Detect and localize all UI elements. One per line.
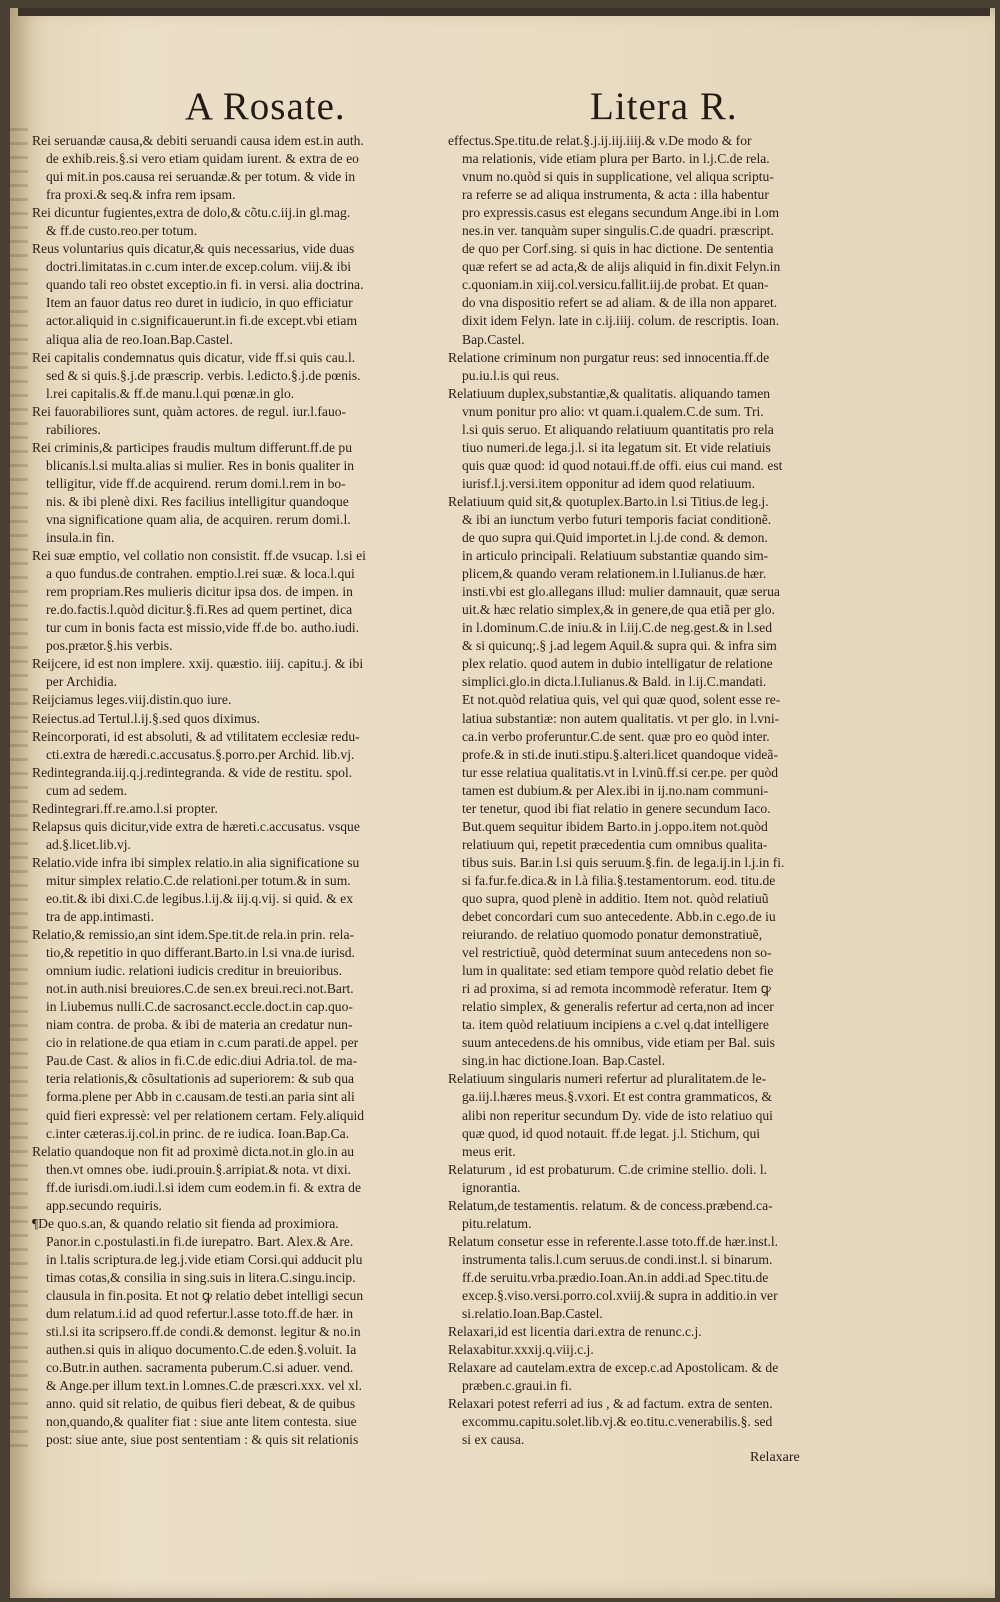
entry-line: tur cum in bonis facta est missio,vide ff.de bo. autho.iudi. (46, 620, 360, 636)
entry-line: co.Butr.in authen. sacramenta puberum.C.si aduer. vend. (46, 1360, 354, 1376)
entry-line: vna significatione quam alia, de acquiren. rerum domi.l. (46, 511, 351, 527)
entry-line: c.inter cæteras.ij.col.in princ. de re iudica. Ioan.Bap.Ca. (46, 1125, 350, 1141)
dictionary-entry (448, 493, 980, 1071)
entry-line: quando tali reo obstet exceptio.in fi. in versi. alia doctrina. (46, 277, 364, 293)
entry-line: ta. item quòd relatiuum incipiens a c.vel q.dat intelligere (462, 1017, 769, 1033)
entry-line: ra referre se ad aliqua instrumenta, & acta : illa habentur (462, 187, 769, 203)
dictionary-entry (448, 132, 980, 349)
entry-line: si fa.fur.fe.dica.& in l.à filia.§.testamentorum. eod. titu.de (462, 872, 776, 888)
running-head-right: Litera R. (590, 85, 738, 128)
entry-line: instrumenta talis.l.cum seruus.de condi.inst.l. si binarum. (462, 1251, 773, 1267)
entry-line: timas cotas,& consilia in sing.suis in litera.C.singu.incip. (46, 1269, 356, 1285)
entry-line: excep.§.viso.versi.porro.col.xviij.& supra in additio.in ver (462, 1288, 778, 1303)
entry-line: ter tenetur, quod ibi fiat relatio in genere secundum Iaco. (462, 800, 771, 816)
dictionary-entry (448, 1233, 980, 1323)
entry-line: Relatiuum quid sit,& quotuplex.Barto.in l.si Titius.de leg.j. (448, 493, 769, 509)
entry-line: dum relatum.i.id ad quod refertur.l.asse toto.ff.de hær. in (46, 1306, 354, 1322)
entry-line: suum antecedens.de his omnibus, vide etiam per Bal. suis (462, 1035, 775, 1051)
entry-line: vel restrictiuẽ, quòd determinat suum antecedens non so- (462, 945, 772, 961)
page-top-edge (18, 8, 990, 16)
entry-line: Relaturum , id est probaturum. C.de crimine stellio. doli. l. (448, 1161, 768, 1177)
dictionary-entry (32, 710, 440, 728)
entry-line: Reincorporati, id est absoluti, & ad vtilitatem ecclesiæ redu- (32, 728, 360, 744)
dictionary-entry (448, 1197, 980, 1233)
entry-line: tra de app.intimasti. (46, 909, 154, 925)
entry-line: quid fieri expressè: vel per relationem certam. Fely.aliquid (46, 1107, 365, 1123)
entry-line: & si quicunq;.§ j.ad legem Aquil.& supra qui. & infra sim (462, 638, 777, 654)
entry-line: not.in auth.nisi breuiores.C.de sen.ex breui.reci.not.Bart. (46, 981, 354, 997)
entry-line: post: siue ante, siue post sententiam : & quis sit relationis (46, 1432, 359, 1448)
entry-line: forma.plene per Abb in c.causam.de testi.an paria sint ali (46, 1089, 355, 1105)
entry-line: Redintegrari.ff.re.amo.l.si propter. (32, 800, 218, 816)
entry-line: telligitur, vide ff.de acquirend. rerum domi.l.rem in bo- (46, 475, 346, 491)
entry-line: tibus suis. Bar.in l.si quis seruum.§.fin. de lega.ij.in l.j.in fi. (462, 854, 785, 870)
entry-line: Relatiuum duplex,substantiæ,& qualitatis. aliquando tamen (448, 385, 771, 401)
entry-line: sing.in hac dictione.Ioan. Bap.Castel. (462, 1053, 666, 1069)
entry-line: latiua substantiæ: non autem qualitatis. vt per glo. in l.vni- (462, 710, 780, 726)
entry-line: Relatio.vide infra ibi simplex relatio.in alia significatione su (32, 854, 360, 870)
entry-line: pro expressis.casus est elegans secundum Ange.ibi in l.om (462, 205, 780, 221)
entry-line: simplici.glo.in dicta.l.Iulianus.& Bald. in l.ij.C.mandati. (462, 674, 767, 690)
entry-line: nis. & ibi plenè dixi. Res facilius intelligitur quandoque (46, 493, 349, 509)
entry-line: Relatum consetur esse in referente.l.asse toto.ff.de hær.inst.l. (448, 1233, 779, 1249)
dictionary-entry (448, 1161, 980, 1197)
entry-line: uit.& hæc relatio simplex,& in genere,de qua etiã per glo. (462, 602, 775, 618)
dictionary-entry (32, 655, 440, 691)
entry-line: relatio simplex, & generalis refertur ad certa,non ad incer (462, 999, 774, 1015)
dictionary-entry (448, 1070, 980, 1160)
dictionary-entry (32, 403, 440, 439)
entry-line: in l.dominum.C.de iniu.& in l.iij.C.de neg.gest.& in l.sed (462, 620, 773, 636)
entry-line: debet concordari cum suo antecedente. Abb.in c.ego.de iu (462, 909, 776, 925)
entry-line: relatiuum qui, repetit præcedentia cum omnibus qualita- (462, 836, 768, 852)
dictionary-entry (448, 385, 980, 493)
dictionary-entry (32, 132, 440, 204)
entry-line: qui mit.in pos.causa rei seruandæ.& per totum. & vide in (46, 169, 356, 185)
entry-line: de quo supra qui.Quid importet.in l.j.de cond. & demon. (462, 530, 768, 546)
entry-line: alibi non reperitur secundum Dy. vide de isto relatiuo qui (462, 1107, 773, 1123)
left-text-column (32, 132, 440, 1449)
entry-line: Rei dicuntur fugientes,extra de dolo,& cõtu.c.iij.in gl.mag. (32, 205, 351, 221)
entry-line: de quo per Corf.sing. si quis in hac dictione. De sententia (462, 241, 774, 257)
entry-line: non,quando,& qualiter fiat : siue ante litem contesta. siue (46, 1414, 357, 1430)
entry-line: rabiliores. (46, 421, 101, 437)
entry-line: tur esse relatiua qualitatis.vt in l.vinũ.ff.si cer.pe. per quòd (462, 764, 779, 780)
entry-line: sti.l.si ita scripsero.ff.de condi.& demonst. legitur & no.in (46, 1324, 361, 1340)
entry-line: eo.tit.& ibi dixi.C.de legibus.l.ij.& iij.q.vij. si quid. & ex (46, 890, 353, 906)
entry-line: tio,& repetitio in quo differant.Barto.in l.si vna.de iurisd. (46, 945, 355, 961)
entry-line: do vna dispositio refert se ad aliam. & de illa non apparet. (462, 295, 778, 311)
entry-line: mitur simplex relatio.C.de relationi.per totum.& in sum. (46, 872, 351, 888)
entry-line: excommu.capitu.solet.lib.vj.& eo.titu.c.venerabilis.§. sed (462, 1414, 773, 1430)
entry-line: omnium iudic. relationi iudicis creditur in breuioribus. (46, 963, 342, 979)
entry-line: pos.prætor.§.his verbis. (46, 638, 173, 654)
entry-line: sed & si quis.§.j.de præscrip. verbis. l.edicto.§.j.de pœnis. (46, 367, 361, 383)
entry-line: lum in qualitate: sed etiam tempore quòd relatio debet fie (462, 963, 774, 979)
entry-line: dixit idem Felyn. late in c.ij.iiij. colum. de rescriptis. Ioan. (462, 313, 780, 329)
entry-line: insti.vbi est glo.allegans illud: mulier damnauit, quæ serua (462, 584, 780, 600)
entry-line: Rei fauorabiliores sunt, quàm actores. de regul. iur.l.fauo- (32, 403, 347, 419)
entry-line: profe.& in sti.de inuti.stipu.§.alteri.licet quandoque videã- (462, 746, 778, 762)
dictionary-entry (448, 1341, 980, 1359)
entry-line: fra proxi.& seq.& infra rem ipsam. (46, 187, 236, 203)
entry-line: meus erit. (462, 1143, 516, 1159)
entry-line: ff.de seruitu.vrba.prædio.Ioan.An.in addi.ad Spec.titu.de (462, 1269, 769, 1285)
entry-line: ga.iij.l.hæres meus.§.vxori. Et est contra grammaticos, & (462, 1089, 772, 1105)
entry-line: Rei capitalis condemnatus quis dicatur, vide ff.si quis cau.l. (32, 349, 356, 365)
entry-line: ma relationis, vide etiam plura per Barto. in l.j.C.de rela. (462, 151, 770, 167)
entry-line: quis quæ quod: id quod notaui.ff.de offi. eius cui mand. est (462, 457, 783, 473)
entry-line: Relatione criminum non purgatur reus: sed innocentia.ff.de (448, 349, 770, 365)
entry-line: ri ad proxima, si ad remota incommodè referatur. Item ꝙ (462, 981, 771, 997)
entry-line: plicem,& quando veram relationem.in l.Iulianus.de hær. (462, 566, 767, 582)
right-text-column (448, 132, 980, 1449)
entry-line: Relatum,de testamentis. relatum. & de concess.præbend.ca- (448, 1197, 773, 1213)
entry-line: ignorantia. (462, 1179, 521, 1195)
entry-line: a quo fundus.de contrahen. emptio.l.rei suæ. & loca.l.qui (46, 566, 355, 582)
dictionary-entry (448, 1359, 980, 1395)
entry-line: pitu.relatum. (462, 1215, 532, 1231)
entry-line: Panor.in c.postulasti.in fi.de iurepatro. Bart. Alex.& Are. (46, 1233, 354, 1249)
entry-line: Reijciamus leges.viij.distin.quo iure. (32, 692, 232, 708)
entry-line: Rei seruandæ causa,& debiti seruandi causa idem est.in auth. (32, 133, 364, 148)
entry-line: blicanis.l.si multa.alias si mulier. Res in bonis qualiter in (46, 457, 355, 473)
entry-line: iurisf.l.j.versi.item opponitur ad idem quod relatiuum. (462, 475, 755, 491)
dictionary-entry (32, 854, 440, 926)
entry-line: reiurando. de relatiuo quomodo ponatur demonstratiuẽ, (462, 927, 763, 943)
entry-line: Redintegranda.iij.q.j.redintegranda. & vide de restitu. spol. (32, 764, 353, 780)
entry-line: in l.iubemus nulli.C.de sacrosanct.eccle.doct.in cap.quo- (46, 999, 353, 1015)
entry-line: Relatio quandoque non fit ad proximè dicta.not.in glo.in au (32, 1143, 355, 1159)
entry-line: ad.§.licet.lib.vj. (46, 836, 131, 852)
entry-line: anno. quid sit relatio, de quibus fieri debeat, & de quibus (46, 1396, 356, 1412)
entry-line: actor.aliquid in c.significauerunt.in fi.de except.vbi etiam (46, 313, 358, 329)
entry-line: in l.talis scriptura.de leg.j.vide etiam Corsi.qui adducit plu (46, 1251, 363, 1267)
entry-line: l.si quis seruo. Et aliquando relatiuum quantitatis pro rela (462, 421, 774, 437)
entry-line: cum ad sedem. (46, 782, 128, 798)
entry-line: Pau.de Cast. & alios in fi.C.de edic.diui Adria.tol. de ma- (46, 1053, 358, 1069)
entry-line: plex relatio. quod autem in dubio intelligatur de relatione (462, 656, 773, 672)
entry-line: aliqua alia de reo.Ioan.Bap.Castel. (46, 331, 233, 347)
entry-line: app.secundo requiris. (46, 1197, 162, 1213)
entry-line: authen.si quis in aliquo documento.C.de eden.§.voluit. Ia (46, 1342, 357, 1358)
entry-line: & ff.de custo.reo.per totum. (46, 223, 198, 239)
dictionary-entry (32, 204, 440, 240)
entry-line: præben.c.graui.in fi. (462, 1378, 572, 1394)
entry-line: c.quoniam.in xiij.col.versicu.fallit.iij.de probat. Et quan- (462, 277, 769, 293)
dictionary-entry (32, 547, 440, 655)
dictionary-entry (32, 691, 440, 709)
entry-line: Relaxari,id est licentia dari.extra de renunc.c.j. (448, 1324, 702, 1340)
entry-line: & Ange.per illum text.in l.omnes.C.de præscri.xxx. vel xl. (46, 1378, 363, 1394)
entry-line: niam contra. de proba. & ibi de materia an credatur nun- (46, 1017, 353, 1033)
entry-line: Rei suæ emptio, vel collatio non consistit. ff.de vsucap. l.si ei (32, 548, 366, 564)
dictionary-entry (448, 1395, 980, 1449)
entry-line: nes.in ver. tanquàm super singulis.C.de quadri. præscript. (462, 223, 774, 239)
entry-line: Reus voluntarius quis dicatur,& quis necessarius, vide duas (32, 241, 355, 257)
entry-line: Rei criminis,& participes fraudis multum differunt.ff.de pu (32, 439, 353, 455)
dictionary-entry (32, 1215, 440, 1450)
dictionary-entry (32, 349, 440, 403)
bleed-through-gutter (10, 128, 28, 1458)
entry-line: per Archidia. (46, 674, 117, 690)
entry-line: Relapsus quis dicitur,vide extra de hæreti.c.accusatus. vsque (32, 818, 360, 834)
catchword: Relaxare (750, 1450, 800, 1465)
entry-line: doctri.limitatas.in c.cum inter.de excep.colum. viij.& ibi (46, 259, 352, 275)
entry-line: Et not.quòd relatiua quis, vel qui quæ quod, solent esse re- (462, 692, 781, 708)
entry-line: quæ quod, id quod notauit. ff.de legat. j.l. Stichum, qui (462, 1125, 761, 1141)
entry-line: teria relationis,& cõsultationis ad superiorem: & sub qua (46, 1071, 355, 1087)
entry-line: de exhib.reis.§.si vero etiam quidam iurent. & extra de eo (46, 151, 359, 167)
dictionary-entry (32, 240, 440, 348)
entry-line: ff.de iurisdi.om.iudi.l.si idem cum eodem.in fi. & extra de (46, 1179, 361, 1195)
entry-line: quæ refert se ad acta,& de alijs aliquid in fin.dixit Felyn.in (462, 259, 781, 275)
dictionary-entry (32, 818, 440, 854)
entry-line: & ibi an iunctum verbo futuri temporis faciat conditionẽ. (462, 511, 772, 527)
entry-line: Relatiuum singularis numeri refertur ad pluralitatem.de le- (448, 1071, 767, 1087)
entry-line: clausula in fin.posita. Et not ꝙ relatio debet intelligi secun (46, 1288, 364, 1303)
entry-line: insula.in fin. (46, 530, 115, 546)
entry-line: re.do.factis.l.quòd dicitur.§.fi.Res ad quem pertinet, dica (46, 602, 353, 618)
entry-line: si.relatio.Ioan.Bap.Castel. (462, 1306, 603, 1322)
entry-line: in articulo principali. Relatiuum substantiæ quando sim- (462, 548, 769, 564)
entry-line: Reijcere, id est non implere. xxij. quæstio. iiij. capitu.j. & ibi (32, 656, 364, 672)
dictionary-entry (448, 1323, 980, 1341)
entry-line: si ex causa. (462, 1432, 525, 1448)
entry-line: pu.iu.l.is qui reus. (462, 367, 560, 383)
entry-line: ¶De quo.s.an, & quando relatio sit fienda ad proximiora. (32, 1215, 339, 1231)
dictionary-entry (448, 349, 980, 385)
entry-line: then.vt omnes obe. iudi.prouin.§.arripiat.& nota. vt dixi. (46, 1161, 352, 1177)
dictionary-entry (32, 728, 440, 764)
running-head-left: A Rosate. (185, 85, 346, 128)
entry-line: effectus.Spe.titu.de relat.§.j.ij.iij.iiij.& v.De modo & for (448, 133, 752, 148)
dictionary-entry (32, 926, 440, 1143)
entry-line: Relaxare ad cautelam.extra de excep.c.ad Apostolicam. & de (448, 1360, 779, 1376)
entry-line: tiuo numeri.de lega.j.l. si ita legatum sit. Et vide relatiuis (462, 439, 771, 455)
entry-line: Reiectus.ad Tertul.l.ij.§.sed quos diximus. (32, 710, 260, 726)
entry-line: But.quem sequitur ibidem Barto.in j.oppo.item not.quòd (462, 818, 768, 834)
dictionary-entry (32, 764, 440, 800)
book-page (10, 8, 995, 1598)
entry-line: Item an fauor datus reo duret in iudicio, in quo efficiatur (46, 295, 353, 311)
entry-line: cti.extra de hæredi.c.accusatus.§.porro.per Archid. lib.vj. (46, 746, 355, 762)
entry-line: Bap.Castel. (462, 331, 525, 347)
dictionary-entry (32, 439, 440, 547)
entry-line: Relaxabitur.xxxij.q.viij.c.j. (448, 1342, 594, 1358)
dictionary-entry (32, 1143, 440, 1215)
entry-line: Relaxari potest referri ad ius , & ad factum. extra de senten. (448, 1396, 773, 1412)
entry-line: vnum no.quòd si quis in supplicatione, vel aliqua scriptu- (462, 169, 774, 185)
entry-line: l.rei capitalis.& ff.de manu.l.qui pœnæ.in glo. (46, 385, 295, 401)
entry-line: vnum ponitur pro alio: vt quam.i.qualem.C.de sum. Tri. (462, 403, 764, 419)
entry-line: cio in relatione.de qua etiam in c.cum parati.de appel. per (46, 1035, 359, 1051)
dictionary-entry (32, 800, 440, 818)
entry-line: Relatio,& remissio,an sint idem.Spe.tit.de rela.in prin. rela- (32, 927, 355, 943)
entry-line: ca.in verbo proferuntur.C.de sent. quæ pro eo quòd inter. (462, 728, 770, 744)
entry-line: quo supra, quod plenè in additio. Item not. quòd relatiuũ (462, 890, 769, 906)
entry-line: rem propriam.Res mulieris dicitur ipsa dos. de impen. in (46, 584, 353, 600)
entry-line: tamen est dubium.& per Alex.ibi in ij.no.nam communi- (462, 782, 769, 798)
